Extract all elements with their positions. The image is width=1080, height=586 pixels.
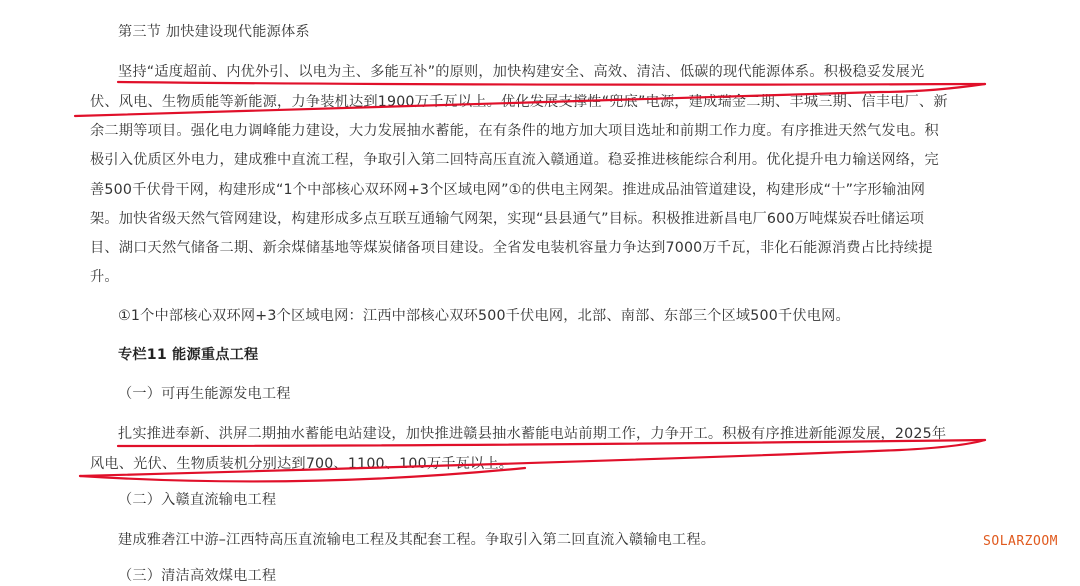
paragraph-line: 坚持“适度超前、内优外引、以电为主、多能互补”的原则，加快构建安全、高效、清洁、低碳的现代能源体系。积极稳妥发展光 (118, 64, 925, 80)
paragraph-line: 余二期等项目。强化电力调峰能力建设，大力发展抽水蓄能，在有条件的地方加大项目选址和前期工作力度。有序推进天然气发电。积 (90, 123, 939, 139)
paragraph-line: 架。加快省级天然气管网建设，构建形成多点互联互通输气网架，实现“县县通气”目标。积极推进新昌电厂600万吨煤炭吞吐储运项 (90, 211, 925, 227)
paragraph-line: 风电、光伏、生物质装机分别达到700、1100、100万千瓦以上。 (90, 456, 514, 472)
paragraph-line: 善500千伏骨干网，构建形成“1个中部核心双环网+3个区域电网”①的供电主网架。推进成品油管道建设，构建形成“十”字形输油网 (90, 182, 926, 198)
column-heading: 专栏11 能源重点工程 (118, 347, 259, 363)
section-heading: 第三节 加快建设现代能源体系 (118, 24, 310, 40)
subheading-coal-power: （三）清洁高效煤电工程 (118, 568, 277, 584)
subheading-dc-transmission: （二）入赣直流输电工程 (118, 492, 277, 508)
paragraph-3: 建成雅砻江中游–江西特高压直流输电工程及其配套工程。争取引入第二回直流入赣输电工程。 (118, 532, 716, 548)
subheading-renewable: （一）可再生能源发电工程 (118, 386, 291, 402)
paragraph-line: 极引入优质区外电力，建成雅中直流工程，争取引入第二回特高压直流入赣通道。稳妥推进核能综合利用。优化提升电力输送网络，完 (90, 152, 939, 168)
paragraph-line: 升。 (90, 269, 119, 285)
footnote: ①1个中部核心双环网+3个区域电网：江西中部核心双环500千伏电网，北部、南部、东部三个区域500千伏电网。 (118, 308, 850, 324)
paragraph-line: 扎实推进奉新、洪屏二期抽水蓄能电站建设，加快推进赣县抽水蓄能电站前期工作，力争开工。积极有序推进新能源发展，2025年 (118, 426, 947, 442)
paragraph-line: 目、湖口天然气储备二期、新余煤储基地等煤炭储备项目建设。全省发电装机容量力争达到7000万千瓦，非化石能源消费占比持续提 (90, 240, 933, 256)
watermark-logo: SOLARZOOM (983, 534, 1058, 549)
paragraph-line: 伏、风电、生物质能等新能源，力争装机达到1900万千瓦以上。优化发展支撑性“兜底”电源，建成瑞金二期、丰城三期、信丰电厂、新 (90, 94, 948, 110)
underline-stroke (118, 82, 985, 85)
